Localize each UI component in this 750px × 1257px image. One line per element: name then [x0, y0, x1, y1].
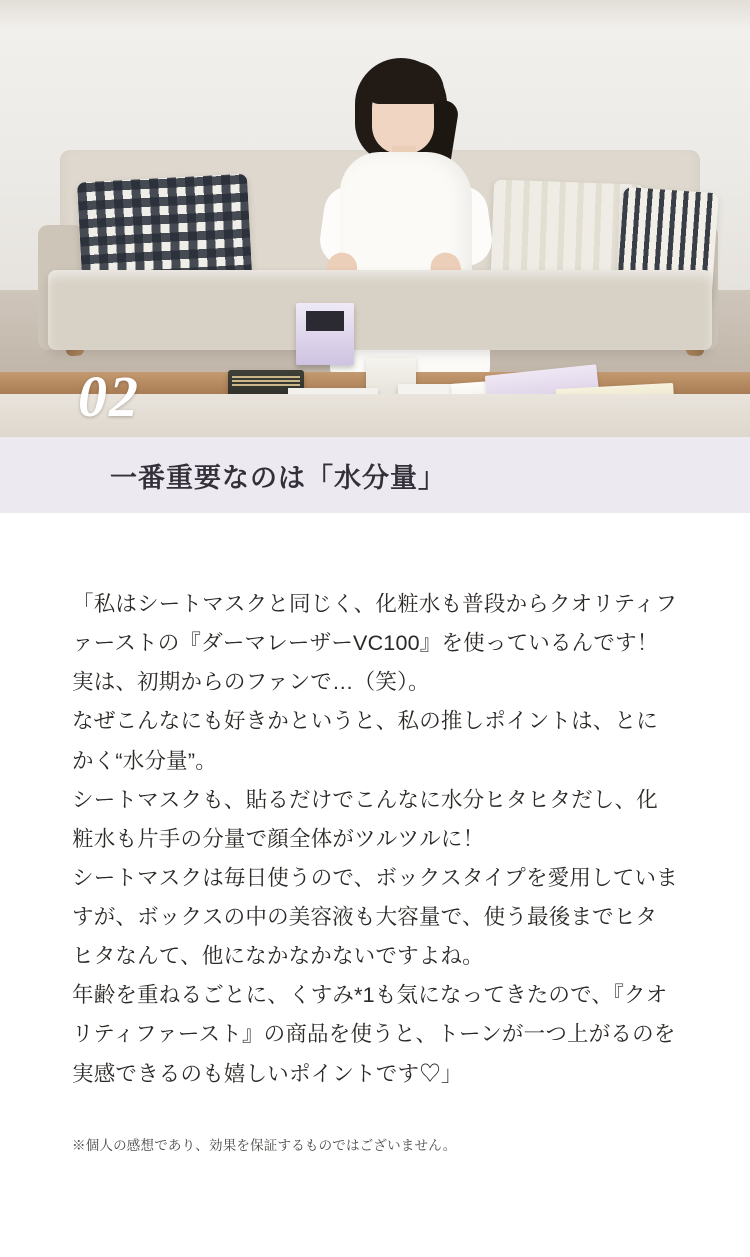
- testimonial-paragraph: 「私はシートマスクと同じく、化粧水も普段からクオリティファーストの『ダーマレーザーVC100』を使っているんです！実は、初期からのファンで…（笑）。: [72, 592, 678, 695]
- body-content: [0, 513, 750, 1154]
- product-box-purple-held: [296, 303, 354, 365]
- hero-image: [0, 0, 750, 437]
- hair-front: [366, 62, 444, 104]
- section-heading-band: [0, 437, 750, 513]
- section-number: 02: [78, 364, 140, 429]
- section-heading: 一番重要なのは「水分量」: [110, 462, 446, 493]
- disclaimer-text: ※個人の感想であり、効果を保証するものではございません。: [72, 1137, 457, 1153]
- sofa-seat: [48, 270, 712, 350]
- testimonial-paragraph: シートマスクは毎日使うので、ボックスタイプを愛用していますが、ボックスの中の美容液も大容量で、使う最後までヒタヒタなんて、他になかなかないですよね。: [72, 865, 678, 969]
- testimonial-paragraph: シートマスクも、貼るだけでこんなに水分ヒタヒタだし、化粧水も片手の分量で顔全体がツルツルに！: [72, 787, 658, 851]
- testimonial-paragraph: 年齢を重ねるごとに、くすみ*1も気になってきたので、『クオリティファースト』の商品を使うと、トーンが一つ上がるのを実感できるのも嬉しいポイントです♡」: [72, 983, 676, 1086]
- testimonial-paragraph: なぜこんなにも好きかというと、私の推しポイントは、とにかく“水分量”。: [72, 709, 658, 773]
- testimonial-text: [72, 585, 678, 1094]
